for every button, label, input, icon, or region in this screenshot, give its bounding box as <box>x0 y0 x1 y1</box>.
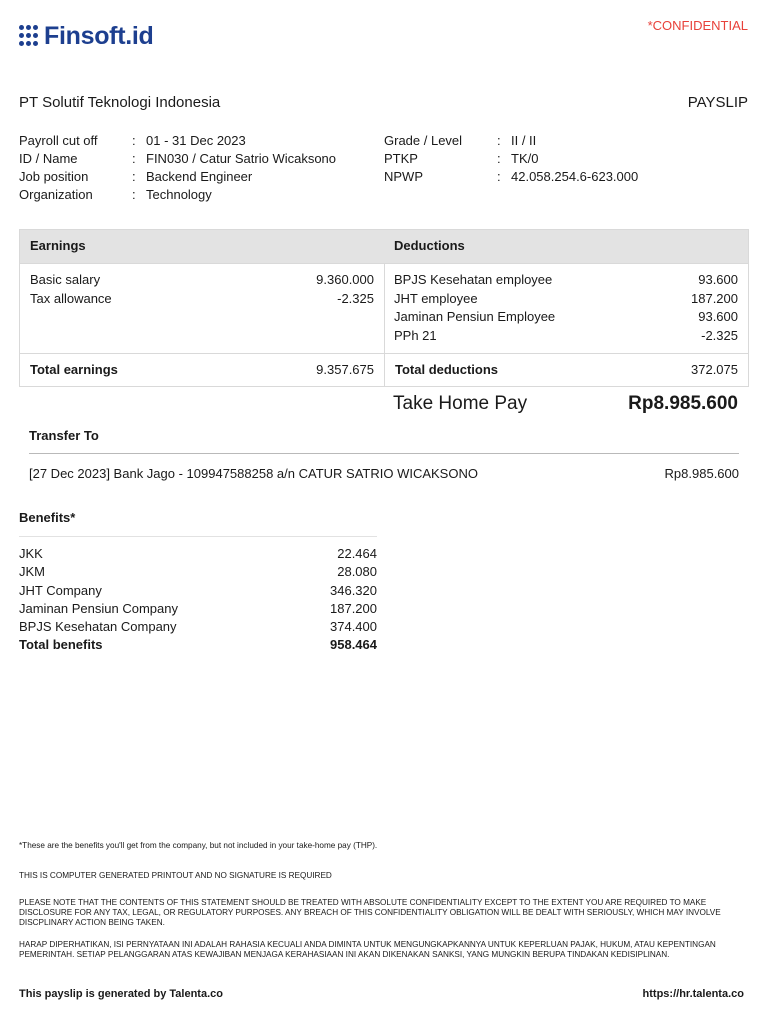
info-row-npwp <box>384 168 638 186</box>
item-label: JHT Company <box>19 582 102 598</box>
item-amount: -2.325 <box>701 327 738 343</box>
table-body <box>20 263 748 354</box>
item-amount: 346.320 <box>330 582 377 598</box>
info-colon: : <box>132 187 136 202</box>
benefit-item <box>19 600 377 618</box>
item-label: BPJS Kesehatan employee <box>394 272 553 287</box>
totals-row <box>20 354 748 387</box>
item-amount: 22.464 <box>337 546 377 561</box>
deductions-list <box>384 271 748 345</box>
benefit-item <box>19 582 377 600</box>
item-label: Jaminan Pensiun Employee <box>394 309 556 324</box>
item-label: Jaminan Pensiun Company <box>19 600 178 616</box>
deduction-item <box>394 327 738 346</box>
info-label: ID / Name <box>19 151 78 166</box>
item-label: PPh 21 <box>394 327 437 343</box>
benefit-item <box>19 545 377 563</box>
item-label: BPJS Kesehatan Company <box>19 619 177 635</box>
deductions-header: Deductions <box>394 238 465 253</box>
total-earnings-label: Total earnings <box>30 362 118 377</box>
info-value: 42.058.254.6-623.000 <box>511 169 639 184</box>
info-label: Job position <box>19 169 89 184</box>
info-row-grade-level <box>384 132 638 150</box>
confidentiality-notice-indonesian: HARAP DIPERHATIKAN, ISI PERNYATAAN INI ADALAH RAHASIA KECUALI ANDA DIMINTA UNTUK MENGUNGKAPKANNYA UNTUK KEPERLUAN PAJAK, HUKUM, ATAU KEPENTINGAN PEMERINTAH. SETIAP PELANGGARAN ATAS KEWAJIBAN MENJAGA KERAHASIAAN INI AKAN DIKENAKAN SANKSI, YANG MUNGKIN BERUPA TINDAKAN KEDISIPLINAN. <box>19 940 716 960</box>
take-home-pay-amount: Rp8.985.600 <box>628 393 738 414</box>
deduction-item <box>394 271 738 290</box>
earnings-header: Earnings <box>30 238 86 253</box>
total-benefits-amount: 958.464 <box>330 637 377 653</box>
item-amount: 93.600 <box>698 309 738 324</box>
info-row-payroll-cutoff <box>19 132 336 150</box>
info-label: Grade / Level <box>384 133 463 148</box>
transfer-divider <box>29 453 739 454</box>
take-home-pay <box>393 393 738 415</box>
earnings-list <box>20 271 384 308</box>
item-amount: 28.080 <box>337 564 377 580</box>
company-name: PT Solutif Teknologi Indonesia <box>19 94 221 111</box>
item-label: JHT employee <box>394 290 478 306</box>
info-value: Backend Engineer <box>146 169 253 184</box>
employee-info-left <box>19 132 336 204</box>
benefit-item <box>19 563 377 581</box>
logo-dots-icon <box>19 25 41 47</box>
company-logo <box>19 22 153 50</box>
transfer-row <box>29 466 739 481</box>
item-amount: -2.325 <box>337 290 374 306</box>
benefits-title: Benefits* <box>19 510 76 525</box>
confidential-label: *CONFIDENTIAL <box>647 18 748 33</box>
info-colon: : <box>132 169 136 184</box>
info-colon: : <box>497 169 501 184</box>
computer-generated-notice: THIS IS COMPUTER GENERATED PRINTOUT AND NO SIGNATURE IS REQUIRED <box>19 871 332 880</box>
total-earnings <box>20 354 384 387</box>
info-value: Technology <box>146 187 212 202</box>
footer-generated-by: This payslip is generated by Talenta.co <box>19 988 223 1000</box>
info-row-organization <box>19 186 336 204</box>
benefits-divider <box>19 536 377 537</box>
earning-item <box>30 271 374 290</box>
item-label: JKM <box>19 564 45 580</box>
document-title: PAYSLIP <box>687 94 748 111</box>
item-amount: 374.400 <box>330 619 377 635</box>
item-label: Basic salary <box>30 272 101 287</box>
item-label: JKK <box>19 546 43 561</box>
info-colon: : <box>132 151 136 166</box>
total-deductions-label: Total deductions <box>395 362 499 377</box>
info-colon: : <box>132 133 136 148</box>
take-home-pay-label: Take Home Pay <box>393 393 528 414</box>
info-value: 01 - 31 Dec 2023 <box>146 133 246 148</box>
info-value: TK/0 <box>511 151 539 166</box>
item-amount: 93.600 <box>698 272 738 287</box>
benefits-total <box>19 636 377 654</box>
info-row-id-name <box>19 150 336 168</box>
total-earnings-amount: 9.357.675 <box>316 362 374 377</box>
info-label: NPWP <box>384 169 423 184</box>
info-label: PTKP <box>384 151 418 166</box>
info-value: FIN030 / Catur Satrio Wicaksono <box>146 151 337 166</box>
info-colon: : <box>497 151 501 166</box>
item-amount: 187.200 <box>691 290 738 306</box>
employee-info-right <box>384 132 638 186</box>
deduction-item <box>394 290 738 309</box>
total-deductions-amount: 372.075 <box>691 362 738 377</box>
footer-url-link[interactable]: https://hr.talenta.co <box>642 988 744 1000</box>
transfer-title: Transfer To <box>29 428 99 443</box>
info-row-job-position <box>19 168 336 186</box>
item-label: Tax allowance <box>30 290 112 306</box>
info-label: Organization <box>19 187 93 202</box>
total-benefits-label: Total benefits <box>19 637 103 653</box>
transfer-amount: Rp8.985.600 <box>664 466 739 481</box>
info-colon: : <box>497 133 501 148</box>
deduction-item <box>394 308 738 327</box>
transfer-description: [27 Dec 2023] Bank Jago - 109947588258 a/n CATUR SATRIO WICAKSONO <box>29 466 478 481</box>
item-amount: 9.360.000 <box>316 272 374 287</box>
earning-item <box>30 290 374 309</box>
logo-text: Finsoft.id <box>44 22 154 50</box>
info-label: Payroll cut off <box>19 133 98 148</box>
earnings-deductions-table <box>19 229 749 387</box>
benefits-footnote: *These are the benefits you'll get from the company, but not included in your take-home pay (THP). <box>19 841 378 850</box>
info-value: II / II <box>511 133 537 148</box>
table-header <box>20 230 748 263</box>
info-row-ptkp <box>384 150 638 168</box>
benefit-item <box>19 618 377 636</box>
total-deductions <box>384 354 748 387</box>
item-amount: 187.200 <box>330 600 377 616</box>
confidentiality-notice-english: PLEASE NOTE THAT THE CONTENTS OF THIS STATEMENT SHOULD BE TREATED WITH ABSOLUTE CONFIDENTIALITY EXCEPT TO THE EXTENT YOU ARE REQUIRED TO MAKE DISCLOSURE FOR ANY TAX, LEGAL, OR REGULATORY PURPOSES. ANY BREACH OF THIS CONFIDENTIALITY OBLIGATION WILL BE DEALT WITH SERIOUSLY, WHICH MAY INVOLVE DISCPLINARY ACTION BEING TAKEN. <box>19 898 721 928</box>
benefits-list <box>19 545 377 655</box>
